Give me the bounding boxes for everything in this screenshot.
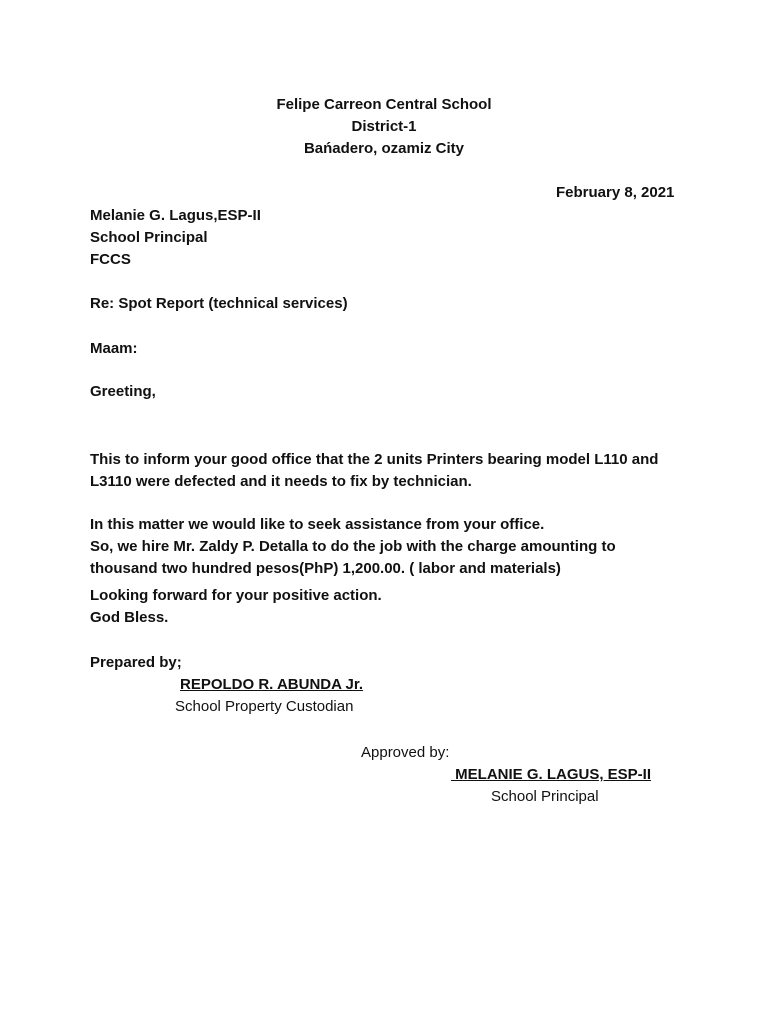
body-paragraph-2-line-2: So, we hire Mr. Zaldy P. Detalla to do the job with the charge amounting to bbox=[90, 538, 616, 555]
body-paragraph-1-line-2: L3110 were defected and it needs to fix by technician. bbox=[90, 473, 472, 490]
prepared-by-position: School Property Custodian bbox=[175, 698, 354, 715]
subject-line: Re: Spot Report (technical services) bbox=[90, 295, 348, 312]
salutation: Maam: bbox=[90, 340, 138, 357]
body-paragraph-2-line-1: In this matter we would like to seek assistance from your office. bbox=[90, 516, 545, 533]
approved-by-name: MELANIE G. LAGUS, ESP-II bbox=[451, 766, 652, 783]
school-name: Felipe Carreon Central School bbox=[276, 96, 492, 113]
recipient-name: Melanie G. Lagus,ESP-II bbox=[90, 207, 261, 224]
prepared-by-name: REPOLDO R. ABUNDA Jr. bbox=[180, 676, 364, 693]
body-paragraph-1-line-1: This to inform your good office that the 2 units Printers bearing model L110 and bbox=[90, 451, 659, 468]
recipient-org: FCCS bbox=[90, 251, 131, 268]
greeting: Greeting, bbox=[90, 383, 156, 400]
approved-by-label: Approved by: bbox=[361, 744, 450, 761]
school-district: District-1 bbox=[351, 118, 417, 135]
approved-by-position: School Principal bbox=[491, 788, 599, 805]
body-closing-line-2: God Bless. bbox=[90, 609, 169, 626]
school-address: Bańadero, ozamiz City bbox=[303, 140, 465, 157]
prepared-by-label: Prepared by; bbox=[90, 654, 182, 671]
letter-date: February 8, 2021 bbox=[556, 184, 675, 201]
recipient-title: School Principal bbox=[90, 229, 208, 246]
body-paragraph-2-line-3: thousand two hundred pesos(PhP) 1,200.00. ( labor and materials) bbox=[90, 560, 561, 577]
body-closing-line-1: Looking forward for your positive action. bbox=[90, 587, 382, 604]
